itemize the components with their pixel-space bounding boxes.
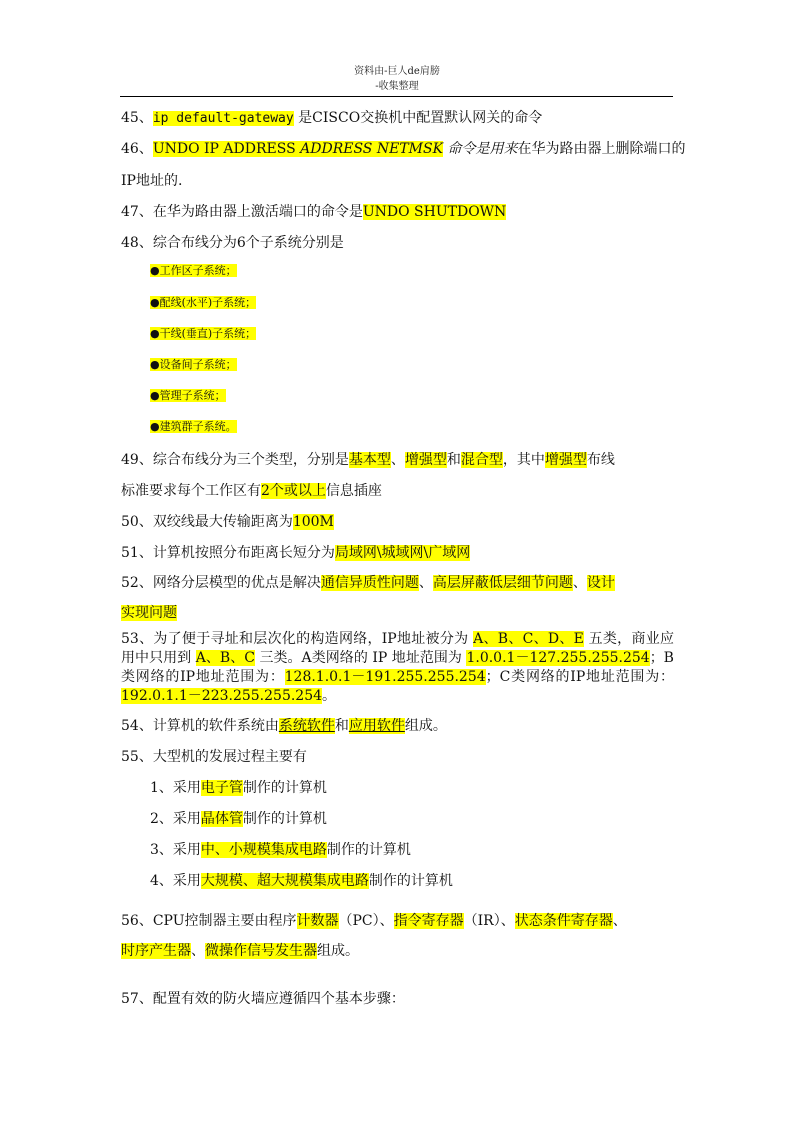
item-52-cont: 实现问题 [121,605,177,621]
mainframe-stage: 2、采用晶体管制作的计算机 [150,811,327,827]
item-46: 46、UNDO IP ADDRESS ADDRESS NETMSK 命令是用来在华为路由器上删除端口的 [121,141,686,157]
item-57: 57、配置有效的防火墙应遵循四个基本步骤： [121,991,405,1007]
item-50: 50、双绞线最大传输距离为100M [121,514,334,530]
subsystem-item: ●干线(垂直)子系统； [150,327,257,340]
item-49: 49、综合布线分为三个类型，分别是基本型、增强型和混合型，其中增强型布线 [121,452,615,468]
item-52: 52、网络分层模型的优点是解决通信异质性问题、高层屏蔽低层细节问题、设计 [121,575,615,591]
item-55: 55、大型机的发展过程主要有 [121,749,307,765]
subsystem-item: ●建筑群子系统。 [150,420,237,433]
item-54: 54、计算机的软件系统由系统软件和应用软件组成。 [121,718,447,734]
mainframe-stage: 1、采用电子管制作的计算机 [150,780,327,796]
item-56-cont: 时序产生器、微操作信号发生器组成。 [121,943,359,959]
header-source: 资料由-巨人de肩膀 [354,66,440,77]
mainframe-stage: 3、采用中、小规模集成电路制作的计算机 [150,842,411,858]
item-56: 56、CPU控制器主要由程序计数器（PC）、指令寄存器（IR）、状态条件寄存器、 [121,913,627,929]
header-collector: -收集整理 [375,81,419,92]
subsystem-item: ●设备间子系统； [150,358,237,371]
item-51: 51、计算机按照分布距离长短分为局域网\城域网\广域网 [121,545,471,561]
item-46-cont: IP地址的. [121,173,183,189]
item-47: 47、在华为路由器上激活端口的命令是UNDO SHUTDOWN [121,204,507,220]
item-49-cont: 标准要求每个工作区有2个或以上信息插座 [121,483,382,499]
subsystem-item: ●工作区子系统； [150,264,237,277]
item-48: 48、综合布线分为6个子系统分别是 [121,235,344,251]
item-45: 45、ip default-gateway 是CISCO交换机中配置默认网关的命令 [121,110,543,126]
subsystem-item: ●管理子系统； [150,389,226,402]
subsystem-item: ●配线(水平)子系统； [150,296,257,309]
mainframe-stage: 4、采用大规模、超大规模集成电路制作的计算机 [150,873,453,889]
item-53: 53、为了便于寻址和层次化的构造网络，IP地址被分为 A、B、C、D、E 五类，商业应用中只用到 A、B、C 三类。A类网络的 IP 地址范围为 1.0.0.1－127.255.255.254；B类网络的IP地址范围为：128.1.0.1－191.255.255.254；C类网络的IP地址范围为：192.0.1.1－223.255.255.254。 [121,631,674,704]
header-rule [120,96,673,97]
